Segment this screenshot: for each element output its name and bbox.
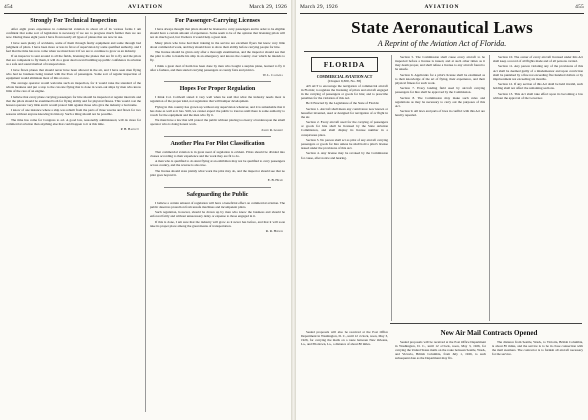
article-paragraph: I believe that every plane carrying passengers for hire should be inspected at regular intervals and that the pilots should be examined both for flying ability and for physical fitness. This would cost the honest operator very little and it would protect him against those who give the industry a bad name. (6, 94, 141, 107)
article-paragraph: A man who is qualified to do stunt flying at an exhibition may not be qualified to carry passengers across country, and the reverse is also true. (150, 159, 285, 168)
article-separator (164, 136, 271, 137)
right-date: March 29, 1926 (300, 4, 338, 10)
act-section-paragraph: Section 6. Applicants for a pilot's license shall be examined as to their knowledge of the art of flying, their experience, and their physical fitness for such work. (395, 72, 485, 85)
article-byline: W. L. Caldwell (262, 73, 283, 78)
article-paragraph: The average operator would welcome such an inspection, for it would raise the standard of the whole business and put a stop to the cut-rate flying that is done in worn-out ships by men who know little of the care of an engine. (6, 81, 141, 94)
article-paragraph: If this is done, I am sure that the industry will grow as it never has before, and that it will soon take its proper place among the great means of transportation. (150, 219, 285, 228)
left-page-number: 454 (4, 4, 13, 10)
article-headline: For Passenger-Carrying Licenses (175, 18, 260, 24)
article-subtitle: A Reprint of the Aviation Act of Florida. (377, 39, 507, 48)
right-magazine-name: AVIATION (424, 4, 460, 10)
act-section-paragraph: Section 1. Aircraft shall mean any contrivance now known or hereafter invented, used or designed for navigation of or flight in the air. (301, 106, 388, 119)
article-headline: Safeguarding the Public (186, 191, 249, 198)
act-body-col1 (301, 84, 388, 160)
article-paragraph: I have always thought that pilots should be licensed to carry passengers and in order to be eligible should have a certain amount of experience. Some seem to be of the opinion that licensing pilots will not do much good, but I believe it would help a great deal. (150, 27, 285, 40)
article-paragraph: The time has come for Congress to act. A good law, reasonably administered, will do more for commercial aviation than anything else that could happen to it at this time. (6, 117, 141, 126)
act-section-paragraph: Section 5. The Commission shall cause every aircraft to be inspected before a license is issued, and at such other times as it may deem proper, and shall refuse a license to any aircraft found to be unsafe. (395, 55, 485, 72)
article-paragraph: The license should state plainly what work the pilot may do, and the inspector should see that no pilot goes beyond it. (150, 168, 285, 177)
article-separator (164, 187, 271, 188)
article-separator (164, 81, 271, 82)
article-paragraph: The license should be given only after a thorough examination, and the inspector should see that the pilot is able to handle his ship in an emergency and knows the country over which he intends to fly. (150, 50, 285, 63)
article-paragraph: I have seen plenty of accidents, some of them through faulty equipment and some through bad judgment of pilots. I have been more or less in favor of supervision by some qualified authority, and I feel that the time has now come when we must have it if we are to continue to grow as an industry. (6, 40, 141, 53)
act-section-paragraph: Section 13. This Act shall take effect upon its becoming a law without the approval of the Governor. (493, 91, 583, 100)
article-paragraph: Such regulation, however, should be drawn up by men who know the business and should be enforced fairly and without unnecessary delay or expense to those engaged in it. (150, 210, 285, 219)
act-section-paragraph: Section 11. Any person violating any of the provisions of this Act shall be deemed guilty of a misdemeanor and upon conviction shall be punished by a fine not exceeding five hundred dollars or by imprisonment not exceeding six months. (493, 64, 583, 81)
article-paragraph: After eight years experience in commercial aviation in about all of its various forms I am confident that some sort of legislation is necessary if we are to progress much further than we are now. During these eight years I have flown nearly all types of planes that are now in use. (6, 27, 141, 40)
article (6, 17, 141, 131)
act-subheading: (Chapter 9,300, No. 38) (327, 79, 362, 84)
article-byline: P. H. Bartlett (120, 127, 139, 132)
title-rule (304, 51, 580, 52)
right-page (296, 0, 588, 420)
article-paragraph: That commercial aviation is in great need of regulation is evident. Pilots should be divided into classes according to their experience and the work they are fit to do. (150, 149, 285, 158)
left-column-2 (150, 16, 285, 414)
mail-notice (395, 328, 583, 360)
left-running-head (4, 3, 287, 12)
mail-notice-continued (301, 330, 388, 416)
article-paragraph: If an inspector is sent around to all the fields, licensing the planes that are fit to fly and the pilots that are competent to fly them, it will do a great deal toward building up public confidence in aviation as a safe and sound method of transportation. (6, 54, 141, 67)
article-paragraph: Many pilots who have had their training in the service are excellent flyers but know very little about commercial work, and they should have to show their ability before carrying people for hire. (150, 40, 285, 49)
act-section-paragraph: Section 9. All laws and parts of laws in conflict with this Act are hereby repealed. (395, 109, 485, 118)
act-section-paragraph: Section 7. Every landing field used by aircraft carrying passengers for hire shall be approved by the Commission. (395, 86, 485, 95)
mail-notice-paragraph: The distance from Seattle, Wash., to Victoria, British Columbia, is about 85 miles, and the service is to be in close connection with the mail steamers. The contractor is to furnish all aircraft necessary for the service. (492, 340, 583, 357)
act-section-paragraph: Section 3. No person shall act as pilot of any aircraft carrying passengers or goods for hire unless he shall hold a pilot's license issued under the provisions of this Act. (301, 137, 388, 151)
article-paragraph: I believe a certain amount of regulation will have a beneficial effect on commercial aviation. The public deserves protection from unsafe machines and incompetent pilots. (150, 200, 285, 209)
act-section-paragraph: Section 4. Any license may be revoked by the Commission for cause, after notice and hearing. (301, 151, 388, 160)
article-byline: Joseph R. Gilbert (261, 127, 283, 132)
article-headline: Another Plea For Pilot Classification (170, 140, 265, 147)
act-section-paragraph: Be It Enacted by the Legislature of the State of Florida: (306, 101, 380, 106)
left-column-1 (6, 16, 141, 414)
state-name-box: FLORIDA (311, 57, 378, 72)
act-heading: COMMERCIAL AVIATION ACT (316, 75, 373, 79)
right-column-2 (395, 55, 485, 321)
article-paragraph: Flying in this country has grown up without any supervision whatever, and it is remarkable that it has done as well as it has. Still, we cannot expect the public to trust us until there is some authority to vouch for the equipment and the men who fly it. (150, 104, 285, 117)
right-column-divider-1 (391, 55, 392, 321)
mail-notice-paragraph: Sealed proposals will also be received at the Post Office Department in Washington, D. C., until 12 o'clock, noon, May 3, 1926, for carrying the mails on a route between New Orleans, La., and Pilottown, La., a distance of about 80 miles. (301, 330, 388, 347)
left-magazine-name: AVIATION (128, 4, 163, 10)
act-section-paragraph: Section 10. The owner of every aircraft licensed under this Act shall keep a record of all flights made and of all persons carried. (493, 55, 583, 64)
mail-notice-title: New Air Mail Contracts Opened (440, 329, 538, 337)
article (150, 85, 285, 132)
article-paragraph: We must have a law that will protect the public without placing too heavy a burden upon the small operator who is doing honest work. (150, 118, 285, 127)
mail-notice-rule (390, 323, 582, 324)
article (150, 191, 285, 234)
right-column-3 (493, 55, 583, 321)
article-paragraph: I think a great deal of harm has been done by men who bought a surplus plane, learned to fly it after a fashion, and then started carrying passengers at county fairs and picnics. (150, 63, 285, 72)
right-page-number: 455 (575, 4, 584, 10)
act-section-paragraph: Section 8. The Commission may make such rules and regulations as may be necessary to carry out the purposes of this Act. (395, 95, 485, 108)
article-byline: E. B. Heath (267, 178, 283, 183)
right-running-head (300, 3, 584, 12)
article-headline: Strongly For Technical Inspection (30, 18, 117, 24)
right-head-rule (300, 13, 584, 14)
right-column-divider-2 (489, 55, 490, 321)
article-headline: Hopes For Proper Regulation (179, 86, 256, 93)
left-page (0, 0, 291, 420)
left-date: March 29, 1926 (249, 4, 287, 10)
article-paragraph: I have flown planes that should never have been allowed in the air, and I have seen men flying who had no business being trusted with the lives of passengers. Some sort of regular inspection of equipment would eliminate most of this at once. (6, 67, 141, 80)
article-paragraph: I think Col. Coldwell stated it very well when he said that what the industry needs most is regulation of the proper kind, not regulation that will hamper development. (150, 95, 285, 104)
left-head-rule (4, 13, 287, 14)
mail-notice-paragraph: Sealed proposals will be received at the Post Office Department in Washington, D. C., until 12 o'clock, noon, May 3, 1926, for carrying the United States mails on the route between Seattle, Wash., and Victoria, British Columbia, from July 1, 1926, to such subsequent date as the Department may fix. (395, 340, 486, 361)
left-column-divider (145, 16, 146, 412)
article-byline: R. R. Hudson (265, 229, 283, 234)
article (150, 140, 285, 183)
act-section-paragraph: Section 12. If any section of this Act shall be held invalid, such holding shall not affect the remaining sections. (493, 82, 583, 91)
article (150, 17, 285, 77)
act-section-paragraph: Section 2. Every aircraft used for the carrying of passengers or goods for hire shall be licensed by the State Aviation Commission, and shall display its license number in a conspicuous place. (301, 120, 388, 137)
article-paragraph: I know of one instance where a ship was rebuilt from the parts of three wrecks and flown for two seasons without anyone knowing its history. Such a thing should not be possible. (6, 108, 141, 117)
article-title: State Aeronautical Laws (351, 18, 533, 37)
act-section-paragraph: AN ACT to encourage the navigation of commercial aircraft in Florida; to regulate the licensing of pilots and aircraft engaged in the carrying of passengers or goods for hire; and to prescribe penalties for the violation of this Act. (301, 83, 388, 100)
